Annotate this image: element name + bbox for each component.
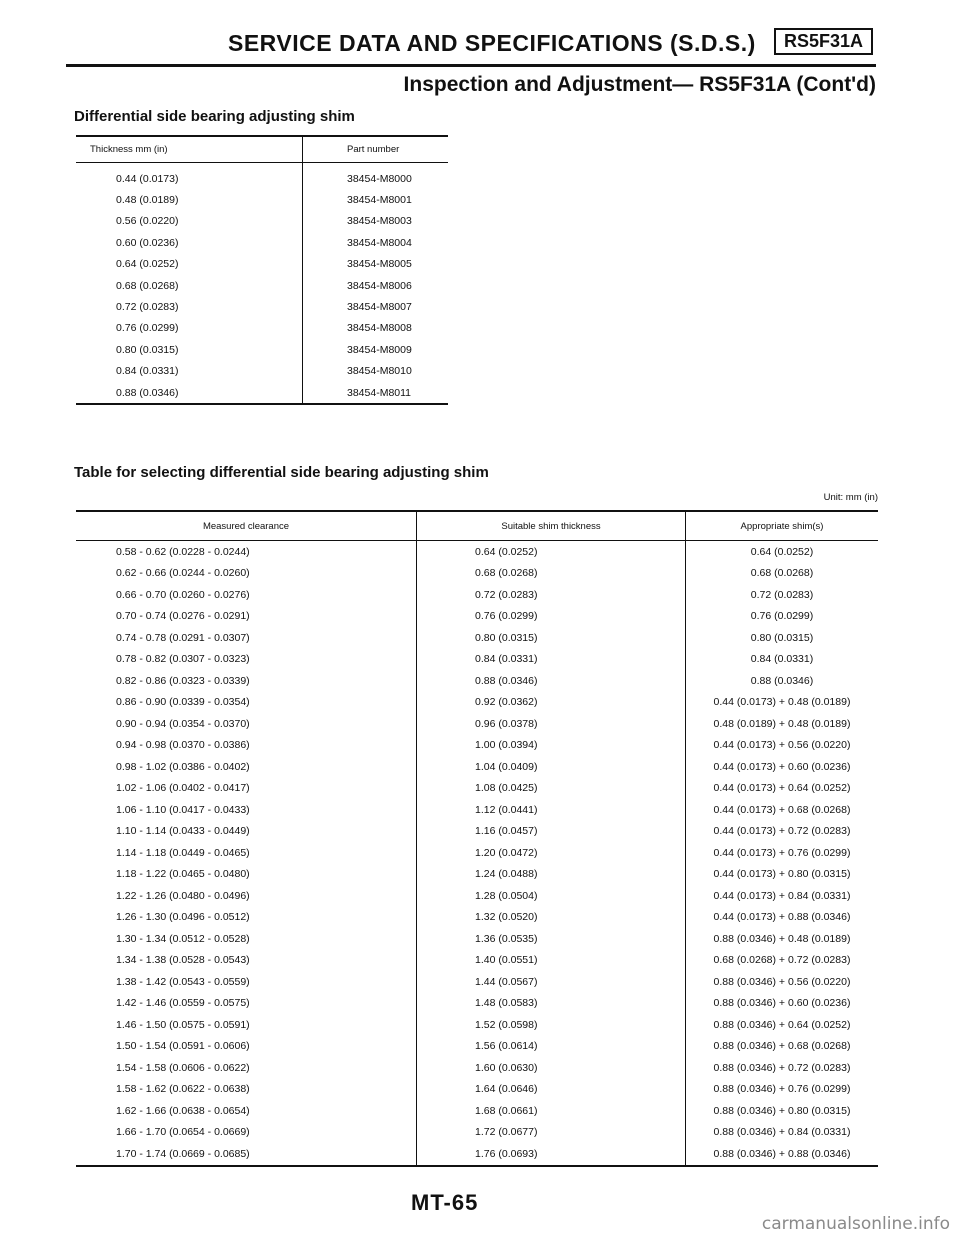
measured-clearance-cell: 1.58 - 1.62 (0.0622 - 0.0638) (116, 1083, 250, 1096)
shim-table-title: Differential side bearing adjusting shim (74, 108, 355, 125)
header-divider (66, 64, 876, 67)
measured-clearance-cell: 1.18 - 1.22 (0.0465 - 0.0480) (116, 868, 250, 881)
appropriate-shims-cell: 0.64 (0.0252) (686, 541, 879, 563)
shim-table-body (76, 163, 448, 405)
suitable-thickness-cell: 1.72 (0.0677) (417, 1122, 686, 1144)
table-row (76, 950, 878, 972)
appropriate-shims-cell: 0.76 (0.0299) (686, 606, 879, 628)
table-row (76, 1036, 878, 1058)
section-subtitle: Inspection and Adjustment— RS5F31A (Cont'd) (403, 73, 876, 96)
table-row (76, 670, 878, 692)
measured-clearance-cell: 0.58 - 0.62 (0.0228 - 0.0244) (116, 545, 250, 558)
appropriate-shims-cell: 0.88 (0.0346) + 0.64 (0.0252) (686, 1014, 879, 1036)
page-header-title: SERVICE DATA AND SPECIFICATIONS (S.D.S.) (228, 30, 756, 56)
table-row (76, 1014, 878, 1036)
table-row (76, 692, 878, 714)
table-row (76, 318, 448, 339)
appropriate-shims-cell: 0.88 (0.0346) + 0.56 (0.0220) (686, 971, 879, 993)
table-row (76, 254, 448, 275)
suitable-thickness-cell: 0.92 (0.0362) (417, 692, 686, 714)
suitable-thickness-cell: 0.96 (0.0378) (417, 713, 686, 735)
column-header-suitable-thickness: Suitable shim thickness (417, 511, 686, 541)
appropriate-shims-cell: 0.44 (0.0173) + 0.76 (0.0299) (686, 842, 879, 864)
measured-clearance-cell: 1.54 - 1.58 (0.0606 - 0.0622) (116, 1061, 250, 1074)
measured-clearance-cell: 0.70 - 0.74 (0.0276 - 0.0291) (116, 610, 250, 623)
suitable-thickness-cell: 0.88 (0.0346) (417, 670, 686, 692)
measured-clearance-cell: 1.06 - 1.10 (0.0417 - 0.0433) (116, 803, 250, 816)
table-row (76, 885, 878, 907)
appropriate-shims-cell: 0.88 (0.0346) (686, 670, 879, 692)
appropriate-shims-cell: 0.44 (0.0173) + 0.88 (0.0346) (686, 907, 879, 929)
table-row (76, 821, 878, 843)
part-number-cell: 38454-M8005 (303, 254, 449, 275)
suitable-thickness-cell: 1.16 (0.0457) (417, 821, 686, 843)
suitable-thickness-cell: 1.64 (0.0646) (417, 1079, 686, 1101)
appropriate-shims-cell: 0.68 (0.0268) + 0.72 (0.0283) (686, 950, 879, 972)
measured-clearance-cell: 1.62 - 1.66 (0.0638 - 0.0654) (116, 1104, 250, 1117)
measured-clearance-cell: 1.34 - 1.38 (0.0528 - 0.0543) (116, 954, 250, 967)
appropriate-shims-cell: 0.84 (0.0331) (686, 649, 879, 671)
table-row (76, 864, 878, 886)
table-row (76, 756, 878, 778)
suitable-thickness-cell: 1.56 (0.0614) (417, 1036, 686, 1058)
table-row (76, 189, 448, 210)
table-row (76, 1057, 878, 1079)
suitable-thickness-cell: 1.52 (0.0598) (417, 1014, 686, 1036)
thickness-cell: 0.68 (0.0268) (116, 279, 179, 292)
column-header-part-number: Part number (303, 136, 449, 163)
table-row (76, 627, 878, 649)
suitable-thickness-cell: 0.68 (0.0268) (417, 563, 686, 585)
table-row (76, 842, 878, 864)
appropriate-shims-cell: 0.44 (0.0173) + 0.68 (0.0268) (686, 799, 879, 821)
thickness-cell: 0.64 (0.0252) (116, 258, 179, 271)
suitable-thickness-cell: 1.24 (0.0488) (417, 864, 686, 886)
suitable-thickness-cell: 1.60 (0.0630) (417, 1057, 686, 1079)
appropriate-shims-cell: 0.44 (0.0173) + 0.80 (0.0315) (686, 864, 879, 886)
appropriate-shims-cell: 0.44 (0.0173) + 0.48 (0.0189) (686, 692, 879, 714)
selection-table-title: Table for selecting differential side bearing adjusting shim (74, 464, 489, 481)
measured-clearance-cell: 1.70 - 1.74 (0.0669 - 0.0685) (116, 1147, 250, 1160)
measured-clearance-cell: 1.14 - 1.18 (0.0449 - 0.0465) (116, 846, 250, 859)
suitable-thickness-cell: 1.28 (0.0504) (417, 885, 686, 907)
measured-clearance-cell: 0.86 - 0.90 (0.0339 - 0.0354) (116, 696, 250, 709)
measured-clearance-cell: 0.78 - 0.82 (0.0307 - 0.0323) (116, 653, 250, 666)
measured-clearance-cell: 1.02 - 1.06 (0.0402 - 0.0417) (116, 782, 250, 795)
measured-clearance-cell: 1.66 - 1.70 (0.0654 - 0.0669) (116, 1126, 250, 1139)
measured-clearance-cell: 0.82 - 0.86 (0.0323 - 0.0339) (116, 674, 250, 687)
thickness-cell: 0.48 (0.0189) (116, 194, 179, 207)
part-number-cell: 38454-M8007 (303, 296, 449, 317)
appropriate-shims-cell: 0.44 (0.0173) + 0.64 (0.0252) (686, 778, 879, 800)
measured-clearance-cell: 0.62 - 0.66 (0.0244 - 0.0260) (116, 567, 250, 580)
measured-clearance-cell: 1.46 - 1.50 (0.0575 - 0.0591) (116, 1018, 250, 1031)
suitable-thickness-cell: 1.32 (0.0520) (417, 907, 686, 929)
table-row (76, 361, 448, 382)
suitable-thickness-cell: 1.44 (0.0567) (417, 971, 686, 993)
appropriate-shims-cell: 0.88 (0.0346) + 0.68 (0.0268) (686, 1036, 879, 1058)
table-row (76, 232, 448, 253)
measured-clearance-cell: 0.74 - 0.78 (0.0291 - 0.0307) (116, 631, 250, 644)
measured-clearance-cell: 1.22 - 1.26 (0.0480 - 0.0496) (116, 889, 250, 902)
appropriate-shims-cell: 0.44 (0.0173) + 0.56 (0.0220) (686, 735, 879, 757)
part-number-cell: 38454-M8003 (303, 211, 449, 232)
suitable-thickness-cell: 0.72 (0.0283) (417, 584, 686, 606)
page-number: MT-65 (411, 1190, 479, 1215)
suitable-thickness-cell: 1.76 (0.0693) (417, 1143, 686, 1166)
suitable-thickness-cell: 1.00 (0.0394) (417, 735, 686, 757)
shim-selection-table (76, 510, 878, 1167)
suitable-thickness-cell: 1.04 (0.0409) (417, 756, 686, 778)
thickness-cell: 0.76 (0.0299) (116, 322, 179, 335)
measured-clearance-cell: 0.94 - 0.98 (0.0370 - 0.0386) (116, 739, 250, 752)
part-number-cell: 38454-M8010 (303, 361, 449, 382)
suitable-thickness-cell: 1.12 (0.0441) (417, 799, 686, 821)
table-row (76, 382, 448, 404)
thickness-cell: 0.56 (0.0220) (116, 215, 179, 228)
suitable-thickness-cell: 0.84 (0.0331) (417, 649, 686, 671)
table-row (76, 1122, 878, 1144)
table-row (76, 163, 448, 190)
measured-clearance-cell: 0.98 - 1.02 (0.0386 - 0.0402) (116, 760, 250, 773)
suitable-thickness-cell: 1.08 (0.0425) (417, 778, 686, 800)
table-row (76, 584, 878, 606)
table-row (76, 713, 878, 735)
appropriate-shims-cell: 0.48 (0.0189) + 0.48 (0.0189) (686, 713, 879, 735)
part-number-cell: 38454-M8004 (303, 232, 449, 253)
suitable-thickness-cell: 0.64 (0.0252) (417, 541, 686, 563)
column-header-measured-clearance: Measured clearance (76, 511, 417, 541)
table-row (76, 928, 878, 950)
part-number-cell: 38454-M8008 (303, 318, 449, 339)
suitable-thickness-cell: 0.80 (0.0315) (417, 627, 686, 649)
measured-clearance-cell: 1.38 - 1.42 (0.0543 - 0.0559) (116, 975, 250, 988)
appropriate-shims-cell: 0.68 (0.0268) (686, 563, 879, 585)
suitable-thickness-cell: 0.76 (0.0299) (417, 606, 686, 628)
appropriate-shims-cell: 0.44 (0.0173) + 0.72 (0.0283) (686, 821, 879, 843)
appropriate-shims-cell: 0.44 (0.0173) + 0.60 (0.0236) (686, 756, 879, 778)
table-row (76, 907, 878, 929)
table-row (76, 211, 448, 232)
suitable-thickness-cell: 1.40 (0.0551) (417, 950, 686, 972)
appropriate-shims-cell: 0.88 (0.0346) + 0.84 (0.0331) (686, 1122, 879, 1144)
appropriate-shims-cell: 0.88 (0.0346) + 0.60 (0.0236) (686, 993, 879, 1015)
table-row (76, 1143, 878, 1166)
appropriate-shims-cell: 0.72 (0.0283) (686, 584, 879, 606)
measured-clearance-cell: 1.50 - 1.54 (0.0591 - 0.0606) (116, 1040, 250, 1053)
table-row (76, 799, 878, 821)
table-row (76, 339, 448, 360)
table-row (76, 606, 878, 628)
part-number-cell: 38454-M8009 (303, 339, 449, 360)
appropriate-shims-cell: 0.88 (0.0346) + 0.88 (0.0346) (686, 1143, 879, 1166)
part-number-cell: 38454-M8001 (303, 189, 449, 210)
table-row (76, 649, 878, 671)
watermark: carmanualsonline.info (761, 1214, 950, 1234)
model-code-badge: RS5F31A (774, 28, 873, 55)
column-header-thickness: Thickness mm (in) (76, 136, 303, 163)
thickness-cell: 0.72 (0.0283) (116, 301, 179, 314)
appropriate-shims-cell: 0.80 (0.0315) (686, 627, 879, 649)
table-row (76, 296, 448, 317)
unit-note: Unit: mm (in) (823, 492, 878, 503)
suitable-thickness-cell: 1.20 (0.0472) (417, 842, 686, 864)
measured-clearance-cell: 1.10 - 1.14 (0.0433 - 0.0449) (116, 825, 250, 838)
table-header-row (76, 511, 878, 541)
measured-clearance-cell: 1.30 - 1.34 (0.0512 - 0.0528) (116, 932, 250, 945)
table-row (76, 971, 878, 993)
table-row (76, 563, 878, 585)
thickness-cell: 0.80 (0.0315) (116, 343, 179, 356)
part-number-cell: 38454-M8000 (303, 163, 449, 190)
thickness-cell: 0.84 (0.0331) (116, 365, 179, 378)
appropriate-shims-cell: 0.44 (0.0173) + 0.84 (0.0331) (686, 885, 879, 907)
column-header-appropriate-shims: Appropriate shim(s) (686, 511, 879, 541)
measured-clearance-cell: 1.26 - 1.30 (0.0496 - 0.0512) (116, 911, 250, 924)
thickness-cell: 0.60 (0.0236) (116, 236, 179, 249)
appropriate-shims-cell: 0.88 (0.0346) + 0.72 (0.0283) (686, 1057, 879, 1079)
thickness-cell: 0.44 (0.0173) (116, 172, 179, 185)
thickness-cell: 0.88 (0.0346) (116, 386, 179, 399)
table-row (76, 1079, 878, 1101)
part-number-cell: 38454-M8006 (303, 275, 449, 296)
appropriate-shims-cell: 0.88 (0.0346) + 0.48 (0.0189) (686, 928, 879, 950)
table-row (76, 735, 878, 757)
table-row (76, 778, 878, 800)
appropriate-shims-cell: 0.88 (0.0346) + 0.80 (0.0315) (686, 1100, 879, 1122)
table-row (76, 1100, 878, 1122)
appropriate-shims-cell: 0.88 (0.0346) + 0.76 (0.0299) (686, 1079, 879, 1101)
table-header-row (76, 136, 448, 163)
suitable-thickness-cell: 1.68 (0.0661) (417, 1100, 686, 1122)
table-row (76, 541, 878, 563)
suitable-thickness-cell: 1.36 (0.0535) (417, 928, 686, 950)
shim-part-table (76, 135, 448, 405)
measured-clearance-cell: 1.42 - 1.46 (0.0559 - 0.0575) (116, 997, 250, 1010)
table-row (76, 275, 448, 296)
measured-clearance-cell: 0.66 - 0.70 (0.0260 - 0.0276) (116, 588, 250, 601)
table-row (76, 993, 878, 1015)
suitable-thickness-cell: 1.48 (0.0583) (417, 993, 686, 1015)
measured-clearance-cell: 0.90 - 0.94 (0.0354 - 0.0370) (116, 717, 250, 730)
part-number-cell: 38454-M8011 (303, 382, 449, 404)
selection-table-body (76, 541, 878, 1166)
